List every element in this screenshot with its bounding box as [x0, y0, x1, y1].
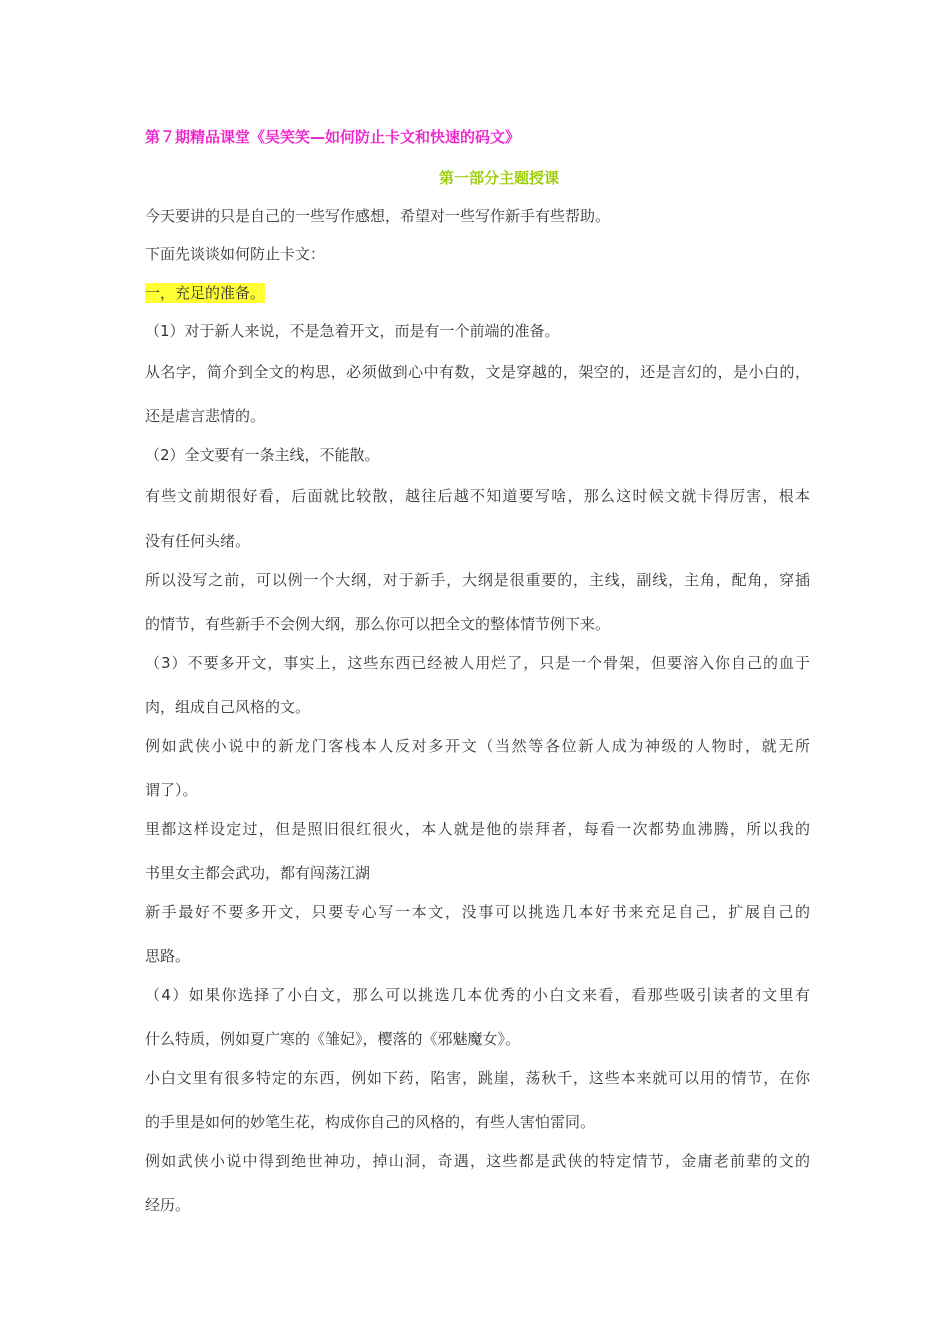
- section-heading: 第一部分主题授课: [438, 169, 559, 187]
- paragraph-line: （3）不要多开文，事实上，这些东西已经被人用烂了，只是一个骨架，但要溶入你自己的血于: [145, 654, 810, 672]
- paragraph-line: 今天要讲的只是自己的一些写作感想，希望对一些写作新手有些帮助。: [145, 207, 611, 225]
- paragraph-line: 的情节，有些新手不会例大纲，那么你可以把全文的整体情节例下来。: [145, 615, 611, 633]
- paragraph-line: 里都这样设定过，但是照旧很红很火，本人就是他的崇拜者，每看一次都势血沸腾，所以我的: [145, 820, 810, 838]
- paragraph-line: 有些文前期很好看，后面就比较散，越往后越不知道要写啥，那么这时候文就卡得厉害，根本: [145, 487, 810, 505]
- paragraph-line: （4）如果你选择了小白文，那么可以挑选几本优秀的小白文来看，看那些吸引读者的文里有: [145, 986, 810, 1004]
- document-title: 第７期精品课堂《吴笑笑—如何防止卡文和快速的码文》: [145, 128, 521, 146]
- highlighted-text: 一，充足的准备。: [145, 284, 266, 302]
- paragraph-line: 还是虐言悲情的。: [145, 407, 266, 425]
- paragraph-line: 例如武侠小说中得到绝世神功，掉山洞，奇遇，这些都是武侠的特定情节，金庸老前辈的文的: [145, 1152, 810, 1170]
- paragraph-line: 的手里是如何的妙笔生花，构成你自己的风格的，有些人害怕雷同。: [145, 1113, 596, 1131]
- paragraph-line: 下面先谈谈如何防止卡文：: [145, 245, 326, 263]
- paragraph-line: 没有任何头绪。: [145, 532, 251, 550]
- paragraph-line: 思路。: [145, 947, 191, 965]
- paragraph-line: 书里女主都会武功，都有闯荡江湖: [145, 864, 371, 882]
- paragraph-line: （2）全文要有一条主线，不能散。: [145, 446, 380, 464]
- paragraph-line: 小白文里有很多特定的东西，例如下药，陷害，跳崖，荡秋千，这些本来就可以用的情节，在你: [145, 1069, 810, 1087]
- paragraph-line: 例如武侠小说中的新龙门客栈本人反对多开文（当然等各位新人成为神级的人物时，就无所: [145, 737, 810, 755]
- paragraph-line: 从名字，简介到全文的构思，必须做到心中有数，文是穿越的，架空的，还是言幻的，是小白的，: [145, 363, 810, 381]
- paragraph-line: （1）对于新人来说，不是急着开文，而是有一个前端的准备。: [145, 322, 560, 340]
- paragraph-line: 经历。: [145, 1196, 191, 1214]
- paragraph-line: 新手最好不要多开文，只要专心写一本文，没事可以挑选几本好书来充足自己，扩展自己的: [145, 903, 810, 921]
- paragraph-line: 谓了）。: [145, 781, 198, 799]
- section-heading-highlighted: [145, 282, 810, 304]
- paragraph-line: 所以没写之前，可以例一个大纲，对于新手，大纲是很重要的，主线，副线，主角，配角，穿插: [145, 571, 810, 589]
- paragraph-line: 什么特质，例如夏广寒的《雏妃》，樱落的《邪魅魔女》。: [145, 1030, 521, 1048]
- paragraph-line: 肉，组成自己风格的文。: [145, 698, 311, 716]
